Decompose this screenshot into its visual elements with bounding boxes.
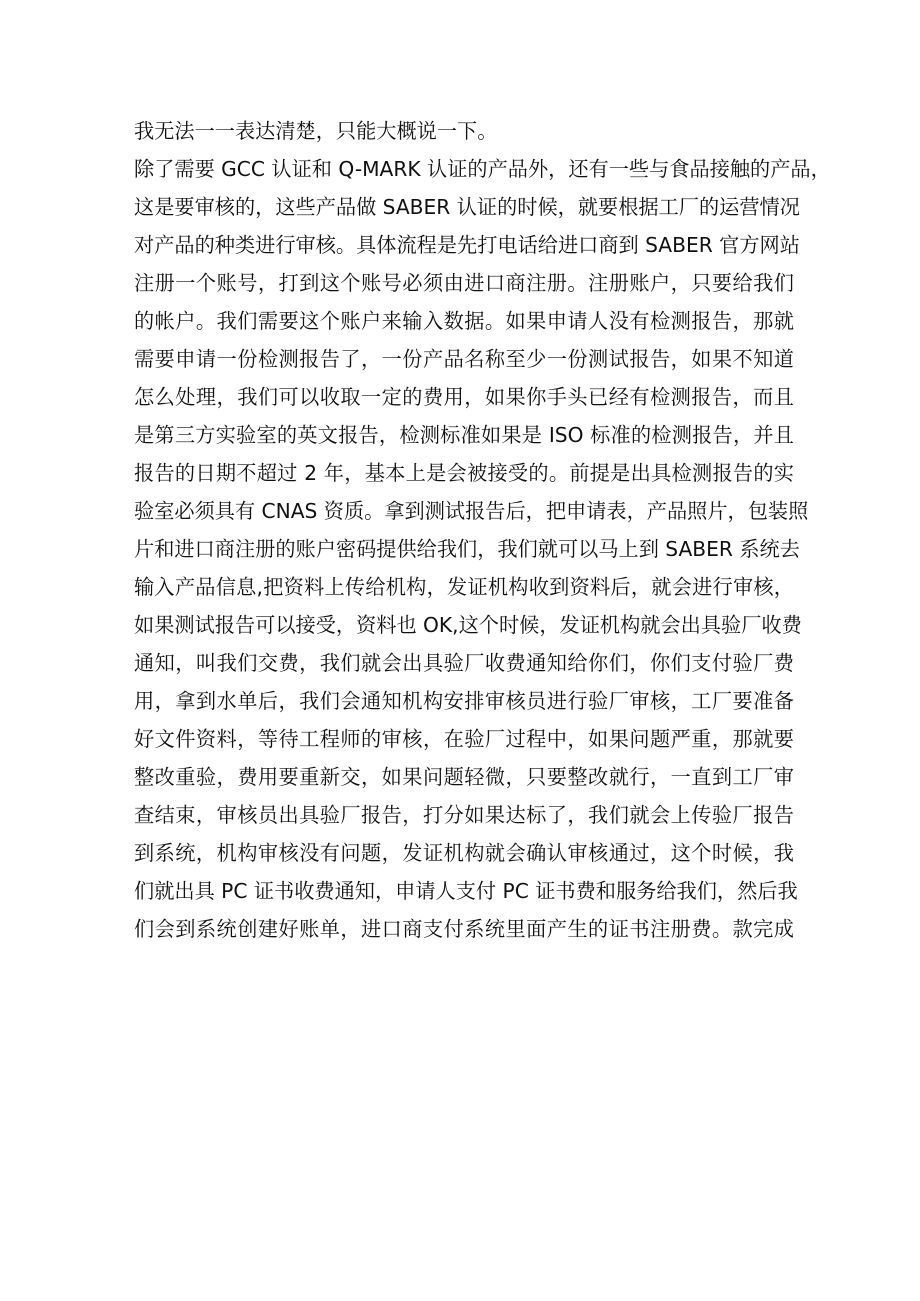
text-line: 如果测试报告可以接受，资料也 OK,这个时候，发证机构就会出具验厂收费 bbox=[134, 613, 802, 637]
text-line: 们会到系统创建好账单，进口商支付系统里面产生的证书注册费。款完成 bbox=[134, 917, 794, 941]
text-line: 是第三方实验室的英文报告，检测标准如果是 ISO 标准的检测报告，并且 bbox=[134, 423, 794, 447]
text-line: 需要申请一份检测报告了，一份产品名称至少一份测试报告，如果不知道 bbox=[134, 347, 794, 371]
text-line: 用，拿到水单后，我们会通知机构安排审核员进行验厂审核，工厂要准备 bbox=[134, 689, 794, 713]
text-line: 查结束，审核员出具验厂报告，打分如果达标了，我们就会上传验厂报告 bbox=[134, 803, 794, 827]
text-line: 对产品的种类进行审核。具体流程是先打电话给进口商到 SABER 官方网站 bbox=[134, 233, 800, 257]
text-line: 通知，叫我们交费，我们就会出具验厂收费通知给你们，你们支付验厂费 bbox=[134, 651, 794, 675]
text-line: 这是要审核的，这些产品做 SABER 认证的时候，就要根据工厂的运营情况 bbox=[134, 195, 800, 219]
text-line: 到系统，机构审核没有问题，发证机构就会确认审核通过，这个时候，我 bbox=[134, 841, 794, 865]
text-line: 好文件资料，等待工程师的审核，在验厂过程中，如果问题严重，那就要 bbox=[134, 727, 794, 751]
text-line: 们就出具 PC 证书收费通知，申请人支付 PC 证书费和服务给我们，然后我 bbox=[134, 879, 798, 903]
text-line: 验室必须具有 CNAS 资质。拿到测试报告后，把申请表，产品照片，包装照 bbox=[134, 499, 809, 523]
text-line: 输入产品信息,把资料上传给机构，发证机构收到资料后，就会进行审核， bbox=[134, 575, 794, 599]
text-line: 除了需要 GCC 认证和 Q-MARK 认证的产品外，还有一些与食品接触的产品， bbox=[134, 157, 831, 181]
text-line: 报告的日期不超过 2 年，基本上是会被接受的。前提是出具检测报告的实 bbox=[134, 461, 794, 485]
text-line: 的帐户。我们需要这个账户来输入数据。如果申请人没有检测报告，那就 bbox=[134, 309, 794, 333]
text-line: 片和进口商注册的账户密码提供给我们，我们就可以马上到 SABER 系统去 bbox=[134, 537, 800, 561]
text-line: 整改重验，费用要重新交，如果问题轻微，只要整改就行，一直到工厂审 bbox=[134, 765, 794, 789]
text-line: 注册一个账号，打到这个账号必须由进口商注册。注册账户，只要给我们 bbox=[134, 271, 794, 295]
text-line: 我无法一一表达清楚，只能大概说一下。 bbox=[134, 119, 498, 143]
document-body bbox=[134, 112, 831, 948]
text-line: 怎么处理，我们可以收取一定的费用，如果你手头已经有检测报告，而且 bbox=[134, 385, 794, 409]
